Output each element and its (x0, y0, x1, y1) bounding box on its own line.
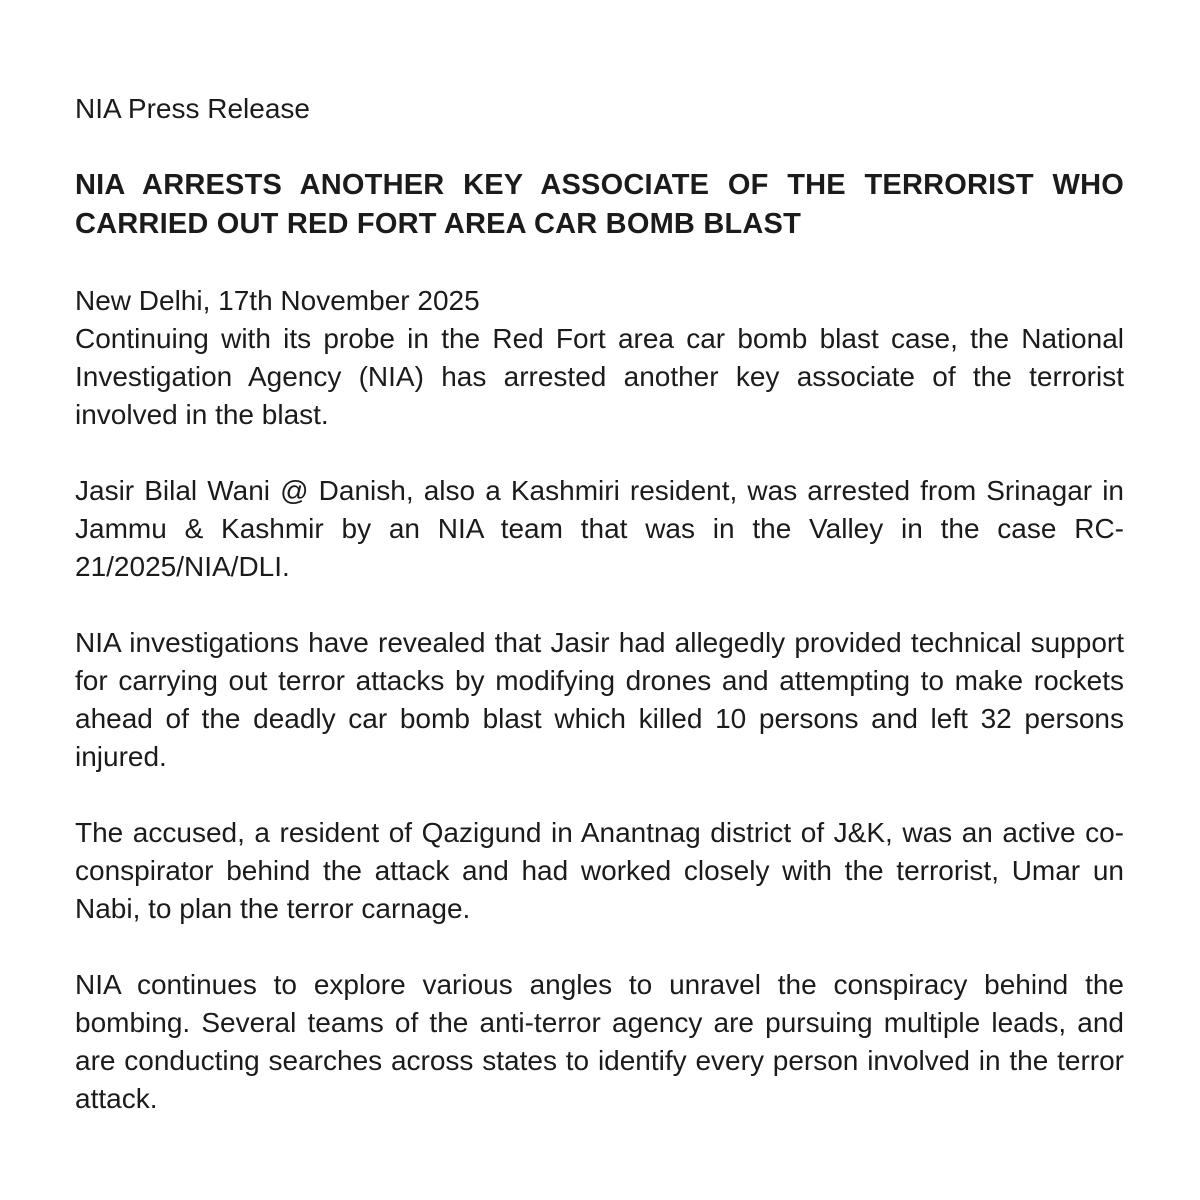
dateline: New Delhi, 17th November 2025 (75, 285, 480, 316)
paragraph-intro: Continuing with its probe in the Red Fort area car bomb blast case, the National Investigation Agency (NIA) has arrested another key associate of the terrorist involved in the blast. (75, 323, 1124, 430)
paragraph-investigation-findings: NIA investigations have revealed that Jasir had allegedly provided technical support for carrying out terror attacks by modifying drones and attempting to make rockets ahead of the deadly car bomb blast which killed 10 persons and left 32 persons injured. (75, 627, 1124, 772)
press-release-headline: NIA ARRESTS ANOTHER KEY ASSOCIATE OF THE TERRORIST WHO CARRIED OUT RED FORT AREA CAR BOMB BLAST (75, 169, 1124, 240)
press-release-kicker: NIA Press Release (75, 93, 310, 124)
paragraph-accused-background: The accused, a resident of Qazigund in Anantnag district of J&K, was an active co-conspirator behind the attack and had worked closely with the terrorist, Umar un Nabi, to plan the terror carnage. (75, 817, 1124, 924)
paragraph-arrest-details: Jasir Bilal Wani @ Danish, also a Kashmiri resident, was arrested from Srinagar in Jammu & Kashmir by an NIA team that was in the Valley in the case RC-21/2025/NIA/DLI. (75, 475, 1124, 582)
paragraph-ongoing-probe: NIA continues to explore various angles to unravel the conspiracy behind the bombing. Several teams of the anti-terror agency are pursuing multiple leads, and are conducting searches across states to identify every person involved in the terror attack. (75, 969, 1124, 1114)
